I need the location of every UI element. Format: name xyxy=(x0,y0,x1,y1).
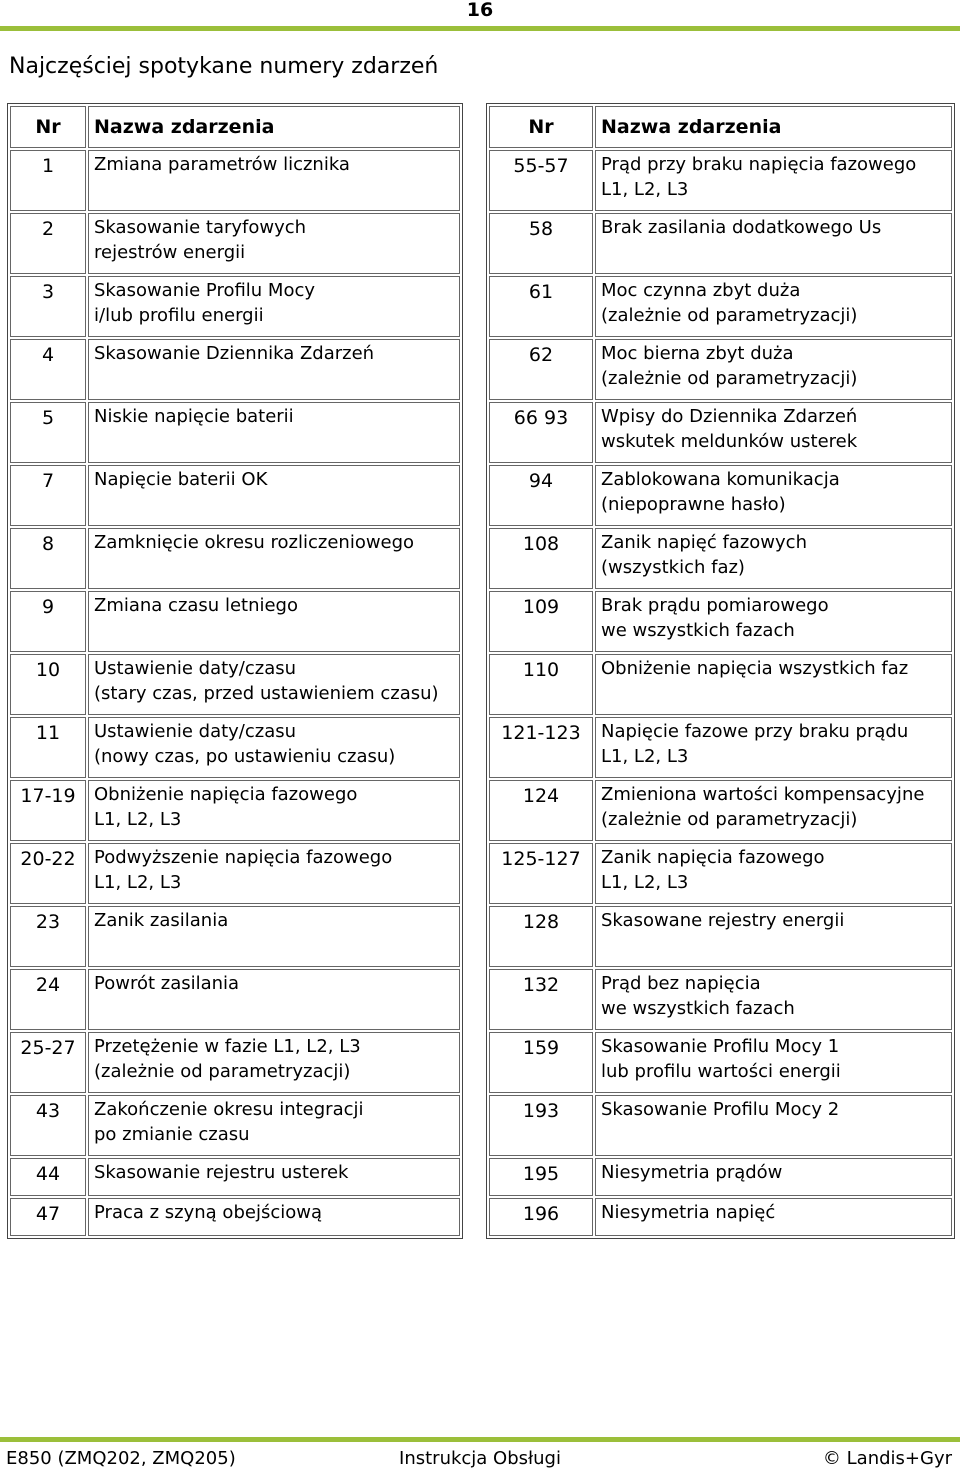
left-event-table xyxy=(7,103,463,1239)
event-number: 10 xyxy=(10,654,86,715)
left-table-body xyxy=(10,150,460,1236)
event-name: Wpisy do Dziennika Zdarzeń wskutek meldunków usterek xyxy=(595,402,952,463)
table-row xyxy=(10,150,460,211)
event-number: 7 xyxy=(10,465,86,526)
left-header-name: Nazwa zdarzenia xyxy=(88,106,460,148)
event-name: Napięcie fazowe przy braku prądu L1, L2, L3 xyxy=(595,717,952,778)
table-row xyxy=(10,591,460,652)
event-name: Skasowanie Profilu Mocy 2 xyxy=(595,1095,952,1156)
table-row xyxy=(489,339,952,400)
table-row xyxy=(10,339,460,400)
event-number: 47 xyxy=(10,1198,86,1236)
table-row xyxy=(10,717,460,778)
table-row xyxy=(489,969,952,1030)
event-number: 128 xyxy=(489,906,593,967)
table-row xyxy=(489,1095,952,1156)
table-row xyxy=(489,843,952,904)
table-row xyxy=(489,465,952,526)
event-number: 109 xyxy=(489,591,593,652)
event-number: 3 xyxy=(10,276,86,337)
event-number: 108 xyxy=(489,528,593,589)
event-number: 195 xyxy=(489,1158,593,1196)
footer-title: Instrukcja Obsługi xyxy=(399,1448,561,1469)
table-row xyxy=(489,1158,952,1196)
event-name: Niskie napięcie baterii xyxy=(88,402,460,463)
event-number: 121-123 xyxy=(489,717,593,778)
event-number: 61 xyxy=(489,276,593,337)
table-row xyxy=(489,591,952,652)
event-name: Podwyższenie napięcia fazowego L1, L2, L3 xyxy=(88,843,460,904)
table-row xyxy=(489,213,952,274)
right-header-nr: Nr xyxy=(489,106,593,148)
event-name: Zakończenie okresu integracji po zmianie czasu xyxy=(88,1095,460,1156)
right-header-name: Nazwa zdarzenia xyxy=(595,106,952,148)
event-number: 66 93 xyxy=(489,402,593,463)
top-divider xyxy=(0,26,960,31)
table-row xyxy=(10,276,460,337)
table-row xyxy=(489,906,952,967)
event-number: 23 xyxy=(10,906,86,967)
event-name: Zanik zasilania xyxy=(88,906,460,967)
event-number: 132 xyxy=(489,969,593,1030)
right-event-table xyxy=(486,103,955,1239)
event-name: Skasowanie taryfowych rejestrów energii xyxy=(88,213,460,274)
event-name: Zablokowana komunikacja (niepoprawne hasło) xyxy=(595,465,952,526)
event-number: 58 xyxy=(489,213,593,274)
event-name: Niesymetria prądów xyxy=(595,1158,952,1196)
table-row xyxy=(10,213,460,274)
event-name: Prąd przy braku napięcia fazowego L1, L2, L3 xyxy=(595,150,952,211)
bottom-divider xyxy=(0,1437,960,1442)
event-number: 17-19 xyxy=(10,780,86,841)
right-table-body xyxy=(489,150,952,1236)
event-number: 43 xyxy=(10,1095,86,1156)
table-row xyxy=(10,1095,460,1156)
event-name: Praca z szyną obejściową xyxy=(88,1198,460,1236)
event-number: 9 xyxy=(10,591,86,652)
table-row xyxy=(489,717,952,778)
table-row xyxy=(489,402,952,463)
event-name: Zmiana czasu letniego xyxy=(88,591,460,652)
event-number: 55-57 xyxy=(489,150,593,211)
event-name: Brak zasilania dodatkowego Us xyxy=(595,213,952,274)
event-name: Zanik napięcia fazowego L1, L2, L3 xyxy=(595,843,952,904)
event-number: 11 xyxy=(10,717,86,778)
table-row xyxy=(489,528,952,589)
event-name: Napięcie baterii OK xyxy=(88,465,460,526)
event-number: 24 xyxy=(10,969,86,1030)
event-name: Skasowane rejestry energii xyxy=(595,906,952,967)
table-row xyxy=(10,843,460,904)
event-name: Moc czynna zbyt duża (zależnie od parametryzacji) xyxy=(595,276,952,337)
event-number: 25-27 xyxy=(10,1032,86,1093)
event-number: 110 xyxy=(489,654,593,715)
table-row xyxy=(10,1198,460,1236)
event-name: Niesymetria napięć xyxy=(595,1198,952,1236)
event-number: 2 xyxy=(10,213,86,274)
event-name: Powrót zasilania xyxy=(88,969,460,1030)
event-number: 94 xyxy=(489,465,593,526)
table-row xyxy=(10,780,460,841)
event-name: Brak prądu pomiarowego we wszystkich fazach xyxy=(595,591,952,652)
event-number: 196 xyxy=(489,1198,593,1236)
table-row xyxy=(489,276,952,337)
event-name: Moc bierna zbyt duża (zależnie od parametryzacji) xyxy=(595,339,952,400)
table-row xyxy=(489,780,952,841)
table-row xyxy=(10,528,460,589)
event-name: Zanik napięć fazowych (wszystkich faz) xyxy=(595,528,952,589)
event-name: Skasowanie Profilu Mocy 1 lub profilu wartości energii xyxy=(595,1032,952,1093)
event-number: 125-127 xyxy=(489,843,593,904)
event-name: Skasowanie Dziennika Zdarzeń xyxy=(88,339,460,400)
event-number: 8 xyxy=(10,528,86,589)
table-row xyxy=(10,402,460,463)
table-row xyxy=(10,969,460,1030)
event-number: 4 xyxy=(10,339,86,400)
event-name: Skasowanie rejestru usterek xyxy=(88,1158,460,1196)
event-name: Zmiana parametrów licznika xyxy=(88,150,460,211)
table-row xyxy=(10,1158,460,1196)
event-name: Ustawienie daty/czasu (nowy czas, po ustawieniu czasu) xyxy=(88,717,460,778)
table-row xyxy=(10,906,460,967)
table-row xyxy=(489,654,952,715)
event-number: 20-22 xyxy=(10,843,86,904)
event-name: Obniżenie napięcia fazowego L1, L2, L3 xyxy=(88,780,460,841)
event-name: Zamknięcie okresu rozliczeniowego xyxy=(88,528,460,589)
event-name: Obniżenie napięcia wszystkich faz xyxy=(595,654,952,715)
event-name: Ustawienie daty/czasu (stary czas, przed ustawieniem czasu) xyxy=(88,654,460,715)
table-row xyxy=(489,1198,952,1236)
event-name: Skasowanie Profilu Mocy i/lub profilu energii xyxy=(88,276,460,337)
event-name: Przetężenie w fazie L1, L2, L3 (zależnie od parametryzacji) xyxy=(88,1032,460,1093)
table-row xyxy=(10,1032,460,1093)
event-name: Zmieniona wartości kompensacyjne (zależnie od parametryzacji) xyxy=(595,780,952,841)
table-row xyxy=(10,654,460,715)
footer-copyright: © Landis+Gyr xyxy=(822,1448,952,1469)
event-number: 159 xyxy=(489,1032,593,1093)
footer-model: E850 (ZMQ202, ZMQ205) xyxy=(6,1448,236,1469)
page-heading: Najczęściej spotykane numery zdarzeń xyxy=(9,54,439,79)
event-number: 193 xyxy=(489,1095,593,1156)
left-header-nr: Nr xyxy=(10,106,86,148)
page-number: 16 xyxy=(466,0,494,21)
event-number: 1 xyxy=(10,150,86,211)
event-number: 124 xyxy=(489,780,593,841)
event-number: 62 xyxy=(489,339,593,400)
event-number: 44 xyxy=(10,1158,86,1196)
table-row xyxy=(489,1032,952,1093)
table-row xyxy=(489,150,952,211)
event-name: Prąd bez napięcia we wszystkich fazach xyxy=(595,969,952,1030)
event-number: 5 xyxy=(10,402,86,463)
table-row xyxy=(10,465,460,526)
